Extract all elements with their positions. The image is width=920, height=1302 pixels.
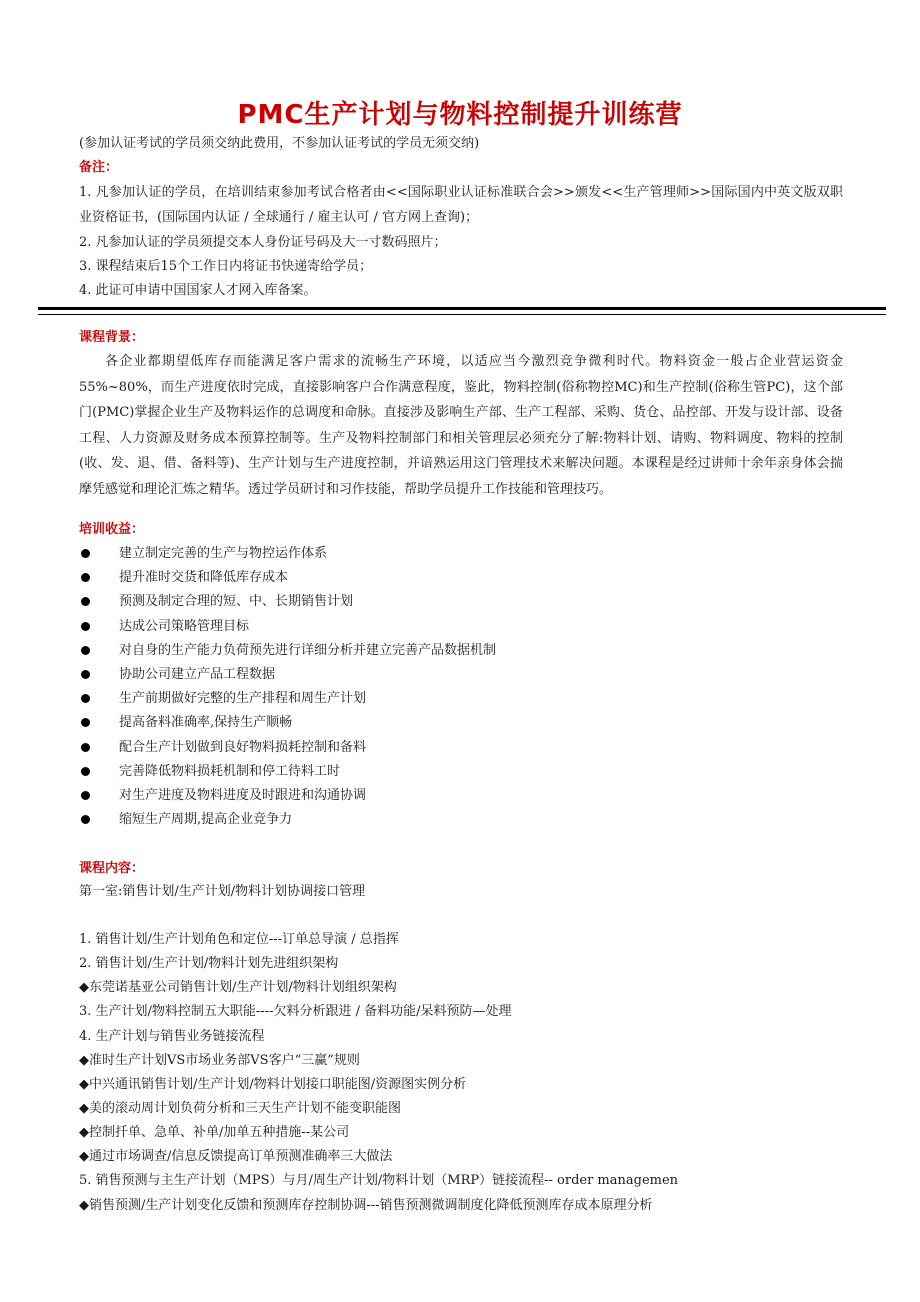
bullet-dot-icon [81, 694, 90, 703]
note-item-2: 2. 凡参加认证的学员须提交本人身份证号码及大一寸数码照片； [79, 235, 447, 250]
bullet-dot-icon [81, 718, 90, 727]
notes-heading: 备注： [79, 160, 119, 175]
section-divider-thick [38, 307, 886, 310]
background-paragraph: 各企业都期望低库存而能满足客户需求的流畅生产环境，以适应当今激烈竞争微利时代。物料资金一般占企业营运资金55%~80%，而生产进度依时完成，直接影响客户合作满意程度，鉴此，物料控制(俗称物控MC)和生产控制(俗称生管PC)，这个部门(PMC)掌握企业生产及物料运作的总调度和命脉。直接涉及影响生产部、生产工程部、采购、货仓、品控部、开发与设计部、设备工程、人力资源及财务成本预算控制等。生产及物料控制部门和相关管理层必须充分了解:物料计划、请购、物料调度、物料的控制(收、发、退、借、备料等)、生产计划与生产进度控制，并谙熟运用这门管理技术来解决问题。本课程是经过讲师十余年亲身体会揣摩凭感觉和理论汇炼之精华。透过学员研讨和习作技能，帮助学员提升工作技能和管理技巧。 [79, 354, 843, 497]
document-title: PMC生产计划与物料控制提升训练营 [237, 100, 683, 130]
content-item: 2. 销售计划/生产计划/物料计划先进组织架构 [79, 956, 339, 972]
content-item: ◆销售预测/生产计划变化反馈和预测库存控制协调---销售预测微调制度化降低预测库存成本原理分析 [79, 1197, 653, 1213]
bullet-dot-icon [81, 743, 90, 752]
certification-fee-note: (参加认证考试的学员须交纳此费用，不参加认证考试的学员无须交纳) [79, 136, 480, 151]
content-item: ◆美的滚动周计划负荷分析和三天生产计划不能变职能图 [79, 1100, 401, 1116]
bullet-dot-icon [81, 573, 90, 582]
background-heading: 课程背景： [79, 330, 145, 345]
course-content-list [79, 932, 678, 1222]
bullet-dot-icon [81, 791, 90, 800]
content-item: ◆东莞诺基亚公司销售计划/生产计划/物料计划组织架构 [79, 980, 397, 996]
chapter-title: 第一室:销售计划/生产计划/物料计划协调接口管理 [79, 884, 366, 899]
content-item: ◆通过市场调查/信息反馈提高订单预测准确率三大做法 [79, 1149, 393, 1165]
section-divider-thin [38, 314, 886, 315]
bullet-dot-icon [81, 622, 90, 631]
content-item: 1. 销售计划/生产计划角色和定位---订单总导演 / 总指挥 [79, 932, 399, 947]
content-item: ◆准时生产计划VS市场业务部VS客户“三赢”规则 [79, 1052, 360, 1068]
content-item: ◆控制扦单、急单、补单/加单五种措施--某公司 [79, 1125, 350, 1141]
note-item-3: 3. 课程结束后15个工作日内将证书快递寄给学员； [79, 259, 373, 274]
bullet-dot-icon [81, 670, 90, 679]
content-item: 4. 生产计划与销售业务链接流程 [79, 1028, 265, 1044]
benefits-heading: 培训收益： [79, 522, 145, 537]
content-item: 3. 生产计划/物料控制五大职能----欠料分析跟进 / 备料功能/呆料预防—处理 [79, 1004, 512, 1020]
content-heading: 课程内容： [79, 861, 145, 876]
bullet-dot-icon [81, 549, 90, 558]
content-item: ◆中兴通讯销售计划/生产计划/物料计划接口职能图/资源图实例分析 [79, 1076, 467, 1092]
document-page: PMC生产计划与物料控制提升训练营 (参加认证考试的学员须交纳此费用，不参加认证考试的学员无须交纳) 备注： 1. 凡参加认证的学员，在培训结束参加考试合格者由<<国际职业认证标准联合会>>颁发<<生产管理师>>国际国内中英文版双职业资格证书，(国际国内认证 / 全球通行 / 雇主认可 / 官方网上查询)； 2. 凡参加认证的学员须提交本人身份证号码及大一寸数码照片； 3. 课程结束后15个工作日内将证书快递寄给学员； 4. 此证可申请中国国家人才网入库备案。 课程背景： 各企业都期望低库存而能满足客户需求的流畅生产环境，以适应当今激烈竞争微利时代。物料资金一般占企业营运资金55%~80%，而生产进度依时完成，直接影响客户合作满意程度，鉴此，物料控制(俗称物控MC)和生产控制(俗称生管PC)，这个部门(PMC)掌握企业生产及物料运作的总调度和命脉。直接涉及影响生产部、生产工程部、采购、货仓、品控部、开发与设计部、设备工程、人力资源及财务成本预算控制等。生产及物料控制部门和相关管理层必须充分了解:物料计划、请购、物料调度、物料的控制(收、发、退、借、备料等)、生产计划与生产进度控制，并谙熟运用这门管理技术来解决问题。本课程是经过讲师十余年亲身体会揣摩凭感觉和理论汇炼之精华。透过学员研讨和习作技能，帮助学员提升工作技能和管理技巧。 培训收益： 建立制定完善的生产与物控运作体系 提升准时交货和降低库存成本 预测及制定合理的短、中、长期销售计划 达成公司策略管理目标 对自身的生产能力负荷预先进行详细分析并建立完善产品数据机制 协助公司建立产品工程数据 生产前期做好完整的生产排程和周生产计划 提高备料准确率,保持生产顺畅 配合生产计划做到良好物料损耗控制和备料 完善降低物料损耗机制和停工待料工时 对生产进度及物料进度及时跟进和沟通协调 缩短生产周期,提高企业竞争力 课程内容： 第一室:销售计划/生产计划/物料计划协调接口管理 1. 销售计划/生产计划角色和定位---订单总导演 / 总指挥 2. 销售计划/生产计划/物料计划先进组织架构 ◆东莞诺基亚公司销售计划/生产计划/物料计划组织架构 3. 生产计划/物料控制五大职能----欠料分析跟进 / 备料功能/呆料预防—处理 4. 生产计划与销售业务链接流程 ◆准时生产计划VS市场业务部VS客户“三赢”规则 ◆中兴通讯销售计划/生产计划/物料计划接口职能图/资源图实例分析 ◆美的滚动周计划负荷分析和三天生产计划不能变职能图 ◆控制扦单、急单、补单/加单五种措施--某公司 ◆通过市场调查/信息反馈提高订单预测准确率三大做法 5. 销售预测与主生产计划（MPS）与月/周生产计划/物料计划（MRP）链接流程-- order managemen ◆销售预测/生产计划变化反馈和预测库存控制协调---销售预测微调制度化降低预测库存成本原理分析 [0, 0, 920, 1302]
content-item: 5. 销售预测与主生产计划（MPS）与月/周生产计划/物料计划（MRP）链接流程-- order managemen [79, 1173, 679, 1189]
note-item-1: 1. 凡参加认证的学员，在培训结束参加考试合格者由<<国际职业认证标准联合会>>颁发<<生产管理师>>国际国内中英文版双职业资格证书，(国际国内认证 / 全球通行 / 雇主认可 / 官方网上查询)； [79, 185, 843, 225]
bullet-dot-icon [81, 597, 90, 606]
note-item-4: 4. 此证可申请中国国家人才网入库备案。 [79, 283, 317, 298]
bullet-dot-icon [81, 767, 90, 776]
bullet-dot-icon [81, 646, 90, 655]
bullet-dot-icon [81, 815, 90, 824]
